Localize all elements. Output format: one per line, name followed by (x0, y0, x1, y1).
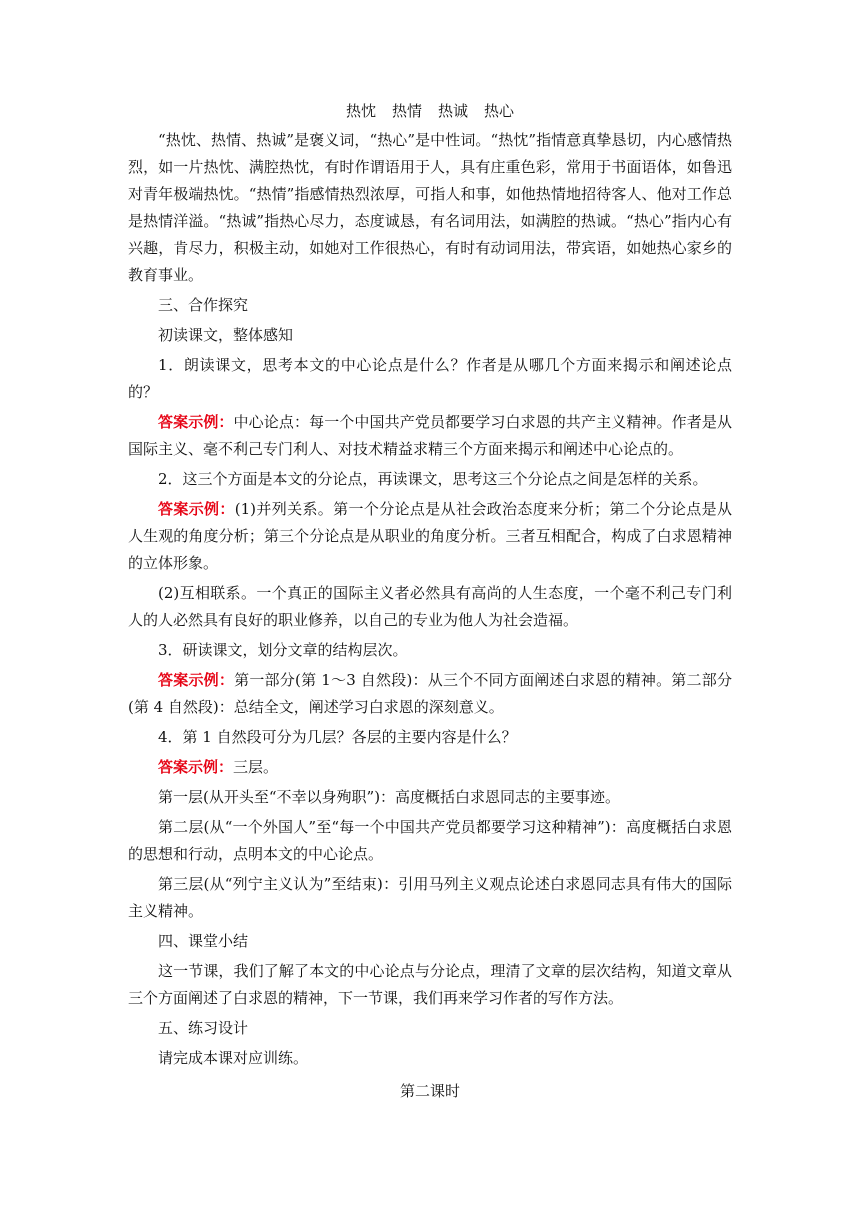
question-4: 4．第 1 自然段可分为几层？各层的主要内容是什么？ (158, 728, 517, 746)
question-3: 3．研读课文，划分文章的结构层次。 (158, 641, 408, 659)
question-2: 2．这三个方面是本文的分论点，再读课文，思考这三个分论点之间是怎样的关系。 (158, 470, 708, 488)
title-word-4: 热心 (484, 102, 515, 120)
answer-4 (128, 754, 732, 781)
next-lesson-heading: 第二课时 (399, 1082, 460, 1100)
answer-2-part-1-text: (1)并列关系。第一个分论点是从社会政治态度来分析；第二个分论点是从人生观的角度分析；第三个分论点是从职业的角度分析。三者互相配合，构成了白求恩精神的立体形象。 (128, 500, 732, 572)
title-word-2: 热情 (391, 102, 422, 120)
vocab-title (128, 98, 732, 125)
answer-label: 答案示例： (158, 758, 234, 776)
question-1: 1．朗读课文，思考本文的中心论点是什么？作者是从哪几个方面来揭示和阐述论点的？ (128, 356, 732, 401)
document-body (128, 98, 732, 1108)
title-word-1: 热忱 (345, 102, 376, 120)
intro-paragraph: “热忱、热情、热诚”是褒义词，“热心”是中性词。“热忱”指情意真挚恳切，内心感情热烈，如一片热忱、满腔热忱，有时作谓语用于人，具有庄重色彩，常用于书面语体，如鲁迅对青年极端热忱。“热情”指感情热烈浓厚，可指人和事，如他热情地招待客人、他对工作总是热情洋溢。“热诚”指热心尽力，态度诚恳，有名词用法，如满腔的热诚。“热心”指内心有兴趣，肯尽力，积极主动，如她对工作很热心，有时有动词用法，带宾语，如她热心家乡的教育事业。 (128, 131, 732, 284)
answer-3 (128, 667, 732, 721)
answer-1-text: 中心论点：每一个中国共产党员都要学习白求恩的共产主义精神。作者是从国际主义、毫不利己专门利人、对技术精益求精三个方面来揭示和阐述中心论点的。 (128, 413, 732, 458)
layer-3: 第三层(从“列宁主义认为”至结束)：引用马列主义观点论述白求恩同志具有伟大的国际主义精神。 (128, 875, 732, 920)
answer-2-part-1 (128, 496, 732, 577)
answer-label: 答案示例： (158, 500, 235, 518)
answer-1 (128, 409, 732, 463)
summary-paragraph: 这一节课，我们了解了本文的中心论点与分论点，理清了文章的层次结构，知道文章从三个方面阐述了白求恩的精神，下一节课，我们再来学习作者的写作方法。 (128, 962, 732, 1007)
answer-label: 答案示例： (158, 671, 235, 689)
answer-3-text: 第一部分(第 1～3 自然段)：从三个不同方面阐述白求恩的精神。第二部分(第 4 自然段)：总结全文，阐述学习白求恩的深刻意义。 (128, 671, 732, 716)
layer-2: 第二层(从“一个外国人”至“每一个中国共产党员都要学习这种精神”)：高度概括白求恩的思想和行动，点明本文的中心论点。 (128, 818, 732, 863)
answer-label: 答案示例： (158, 413, 234, 431)
section-4-heading: 四、课堂小结 (158, 932, 249, 950)
section-5-heading: 五、练习设计 (158, 1019, 249, 1037)
title-word-3: 热诚 (438, 102, 469, 120)
section-3-heading: 三、合作探究 (158, 296, 249, 314)
layer-1: 第一层(从开头至“不幸以身殉职”)：高度概括白求恩同志的主要事迹。 (158, 788, 621, 806)
subheading: 初读课文，整体感知 (158, 326, 294, 344)
answer-2-part-2: (2)互相联系。一个真正的国际主义者必然具有高尚的人生态度，一个毫不利己专门利人的人必然具有良好的职业修养，以自己的专业为他人为社会造福。 (128, 584, 732, 629)
answer-4-text: 三层。 (233, 758, 279, 776)
exercise-paragraph: 请完成本课对应训练。 (158, 1049, 309, 1067)
